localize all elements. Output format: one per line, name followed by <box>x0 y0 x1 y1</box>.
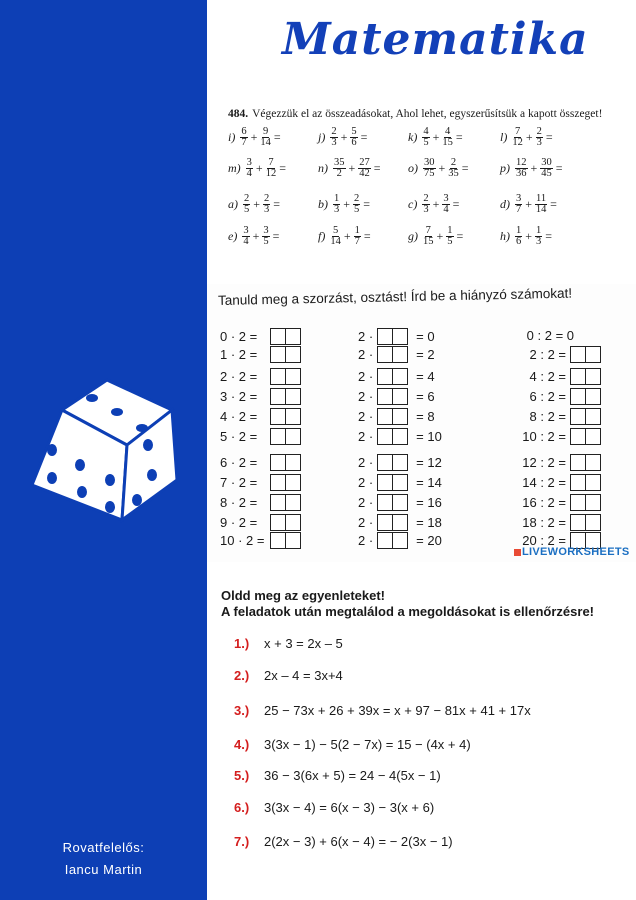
fraction-exercise: m) 3 4 + $\frac{7}{12}$ = <box>228 157 286 179</box>
multiplication-row: 1 · 2 = <box>220 346 301 363</box>
answer-box[interactable] <box>377 474 408 491</box>
fraction-exercise: o) 30 75 + $\frac{2}{35}$ = <box>408 157 469 179</box>
multiplication-row: 10 · 2 = <box>220 532 301 549</box>
dice-icon <box>22 370 192 530</box>
division-row: 4 : 2 = <box>510 368 601 385</box>
fraction-exercise: e) 3 4 + $\frac{3}{5}$ = <box>228 225 280 247</box>
equations-subtitle: A feladatok után megtalálod a megoldásokat is ellenőrzésre! <box>221 604 595 619</box>
answer-box[interactable] <box>570 514 601 531</box>
equation-item: 7.) 2(2x − 3) + 6(x − 4) = − 2(3x − 1) <box>234 834 453 849</box>
fraction-exercise: f) 5 14 + $\frac{1}{7}$ = <box>318 225 371 247</box>
multiplication-row: 0 · 2 = <box>220 328 301 345</box>
equations-title: Oldd meg az egyenleteket! <box>221 588 385 603</box>
division-row: 12 : 2 = <box>510 454 601 471</box>
answer-box[interactable] <box>570 494 601 511</box>
division-row: 2 : 2 = <box>510 346 601 363</box>
answer-box[interactable] <box>377 514 408 531</box>
division-row: 8 : 2 = <box>510 408 601 425</box>
answer-box[interactable] <box>270 346 301 363</box>
answer-box[interactable] <box>270 532 301 549</box>
multiplication-row: 5 · 2 = <box>220 428 301 445</box>
fraction-exercise: g) 7 15 + $\frac{1}{5}$ = <box>408 225 464 247</box>
missing-factor-row: 2 · = 6 <box>358 389 435 404</box>
answer-box[interactable] <box>270 514 301 531</box>
fraction-exercise: p) 12 36 + $\frac{30}{45}$ = <box>500 157 563 179</box>
answer-box[interactable] <box>570 388 601 405</box>
answer-box[interactable] <box>377 388 408 405</box>
multiplication-row: 4 · 2 = <box>220 408 301 425</box>
division-row: 16 : 2 = <box>510 494 601 511</box>
multiplication-row: 8 · 2 = <box>220 494 301 511</box>
equation-item: 2.) 2x – 4 = 3x+4 <box>234 668 343 683</box>
credit-label: Rovatfelelős: <box>62 840 145 855</box>
answer-box[interactable] <box>377 368 408 385</box>
missing-factor-row: 2 · = 12 <box>358 455 442 470</box>
fraction-exercise: d) 3 7 + $\frac{11}{14}$ = <box>500 193 557 215</box>
multiplication-row: 3 · 2 = <box>220 388 301 405</box>
equation-item: 6.) 3(3x − 4) = 6(x − 3) − 3(x + 6) <box>234 800 435 815</box>
equation-item: 1.) x + 3 = 2x – 5 <box>234 636 343 651</box>
answer-box[interactable] <box>270 474 301 491</box>
division-row: 0 : 2 = 0 <box>526 328 574 343</box>
credit-author: Iancu Martin <box>64 862 143 877</box>
multiplication-row: 2 · 2 = <box>220 368 301 385</box>
liveworksheets-logo: LIVEWORKSHEETS <box>514 546 630 558</box>
answer-box[interactable] <box>377 328 408 345</box>
answer-box[interactable] <box>377 428 408 445</box>
division-row: 10 : 2 = <box>510 428 601 445</box>
equation-item: 5.) 36 − 3(6x + 5) = 24 − 4(5x − 1) <box>234 768 441 783</box>
answer-box[interactable] <box>570 428 601 445</box>
equation-item: 3.) 25 − 73x + 26 + 39x = x + 97 − 81x + 41 + 17x <box>234 703 531 718</box>
multiplication-row: 6 · 2 = <box>220 454 301 471</box>
missing-factor-row: 2 · = 2 <box>358 347 435 362</box>
division-row: 18 : 2 = <box>510 514 601 531</box>
task-instruction: Végezzük el az összeadásokat, Ahol lehet, egyszerűsítsük a kapott összeget! <box>252 108 603 120</box>
fraction-exercise: b) 1 3 + $\frac{2}{5}$ = <box>318 193 371 215</box>
answer-box[interactable] <box>570 454 601 471</box>
page-title: Matematika <box>282 14 589 65</box>
missing-factor-row: 2 · = 0 <box>358 329 435 344</box>
fraction-exercise: j) 2 3 + $\frac{5}{6}$ = <box>318 126 368 148</box>
multiplication-row: 7 · 2 = <box>220 474 301 491</box>
division-row: 6 : 2 = <box>510 388 601 405</box>
answer-box[interactable] <box>570 474 601 491</box>
multiplication-title: Tanuld meg a szorzást, osztást! Írd be a hiányzó számokat! <box>217 285 573 308</box>
division-row: 20 : 2 = <box>510 532 601 549</box>
answer-box[interactable] <box>377 494 408 511</box>
missing-factor-row: 2 · = 18 <box>358 515 442 530</box>
fraction-exercise: i) 6 7 + $\frac{9}{14}$ = <box>228 126 281 148</box>
answer-box[interactable] <box>377 454 408 471</box>
equation-item: 4.) 3(3x − 1) − 5(2 − 7x) = 15 − (4x + 4) <box>234 737 471 752</box>
answer-box[interactable] <box>377 532 408 549</box>
missing-factor-row: 2 · = 16 <box>358 495 442 510</box>
answer-box[interactable] <box>570 346 601 363</box>
division-row: 14 : 2 = <box>510 474 601 491</box>
missing-factor-row: 2 · = 20 <box>358 533 442 548</box>
answer-box[interactable] <box>270 368 301 385</box>
fraction-exercise: a) 2 5 + $\frac{2}{3}$ = <box>228 193 281 215</box>
answer-box[interactable] <box>270 408 301 425</box>
answer-box[interactable] <box>270 328 301 345</box>
answer-box[interactable] <box>570 408 601 425</box>
answer-box[interactable] <box>270 494 301 511</box>
missing-factor-row: 2 · = 4 <box>358 369 435 384</box>
missing-factor-row: 2 · = 8 <box>358 409 435 424</box>
answer-box[interactable] <box>270 428 301 445</box>
fraction-exercise: l) 7 12 + $\frac{2}{3}$ = <box>500 126 553 148</box>
answer-box[interactable] <box>270 454 301 471</box>
fraction-exercise: n) 35 2 + $\frac{27}{42}$ = <box>318 157 381 179</box>
answer-box[interactable] <box>377 408 408 425</box>
missing-factor-row: 2 · = 14 <box>358 475 442 490</box>
answer-box[interactable] <box>377 346 408 363</box>
fraction-exercise: c) 2 3 + $\frac{3}{4}$ = <box>408 193 460 215</box>
answer-box[interactable] <box>270 388 301 405</box>
fraction-task-heading <box>228 108 602 120</box>
missing-factor-row: 2 · = 10 <box>358 429 442 444</box>
answer-box[interactable] <box>570 368 601 385</box>
multiplication-row: 9 · 2 = <box>220 514 301 531</box>
fraction-exercise: h) 1 6 + $\frac{1}{3}$ = <box>500 225 553 247</box>
fraction-exercise: k) 4 5 + $\frac{4}{15}$ = <box>408 126 463 148</box>
task-number: 484. <box>228 108 249 120</box>
